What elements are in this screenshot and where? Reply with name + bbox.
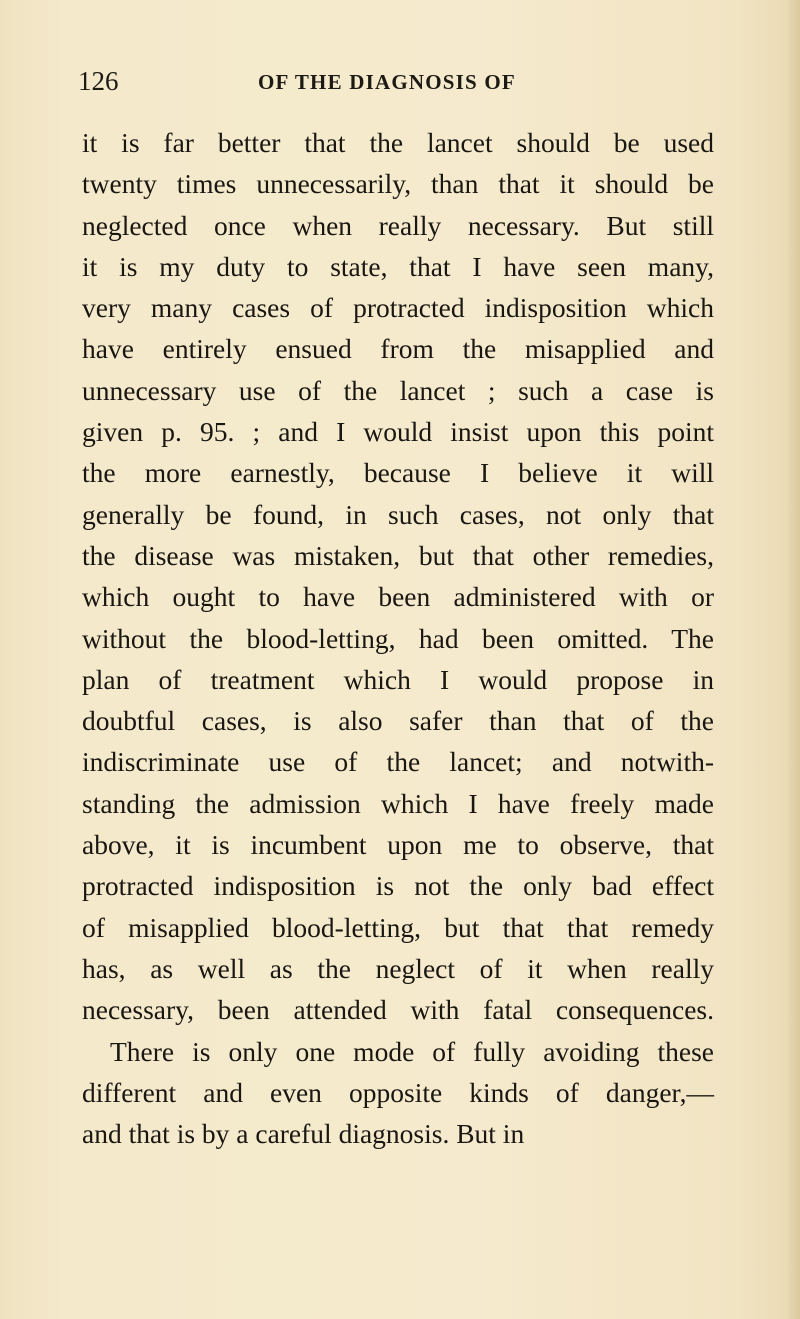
text-line: of misapplied blood-letting, but that that remedy	[82, 911, 714, 943]
running-head: OF THE DIAGNOSIS OF	[258, 70, 516, 94]
page-number: 126	[78, 66, 119, 96]
text-line: different and even opposite kinds of danger,—	[82, 1076, 714, 1108]
text-line: generally be found, in such cases, not only that	[82, 498, 714, 530]
page-edge-shadow	[786, 0, 800, 1319]
text-line: given p. 95. ; and I would insist upon this point	[82, 416, 714, 448]
text-line: standing the admission which I have freely made	[82, 787, 714, 819]
text-line: has, as well as the neglect of it when really	[82, 952, 714, 984]
text-line: and that is by a careful diagnosis. But in	[82, 1118, 525, 1150]
text-line: unnecessary use of the lancet ; such a case is	[82, 374, 714, 406]
text-line: necessary, been attended with fatal consequences.	[82, 994, 714, 1026]
text-line: without the blood-letting, had been omitted. The	[82, 622, 714, 654]
page-header	[78, 66, 738, 102]
text-line: doubtful cases, is also safer than that of the	[82, 705, 714, 737]
text-line: the more earnestly, because I believe it will	[82, 457, 714, 489]
text-line: indiscriminate use of the lancet; and notwith-	[82, 746, 714, 778]
text-line: twenty times unnecessarily, than that it should be	[82, 168, 714, 200]
text-line: which ought to have been administered with or	[82, 581, 714, 613]
text-line: protracted indisposition is not the only bad effect	[82, 870, 714, 902]
text-line: neglected once when really necessary. But still	[82, 209, 714, 241]
body-text	[82, 122, 714, 1154]
text-line: the disease was mistaken, but that other remedies,	[82, 539, 714, 571]
text-line: plan of treatment which I would propose in	[82, 663, 714, 695]
text-line: it is far better that the lancet should be used	[82, 127, 714, 158]
text-line: above, it is incumbent upon me to observe, that	[82, 829, 714, 861]
text-line: very many cases of protracted indisposition which	[82, 292, 714, 324]
text-line: have entirely ensued from the misapplied and	[82, 333, 714, 365]
text-line: There is only one mode of fully avoiding these	[110, 1035, 714, 1067]
text-line: it is my duty to state, that I have seen many,	[82, 250, 714, 282]
